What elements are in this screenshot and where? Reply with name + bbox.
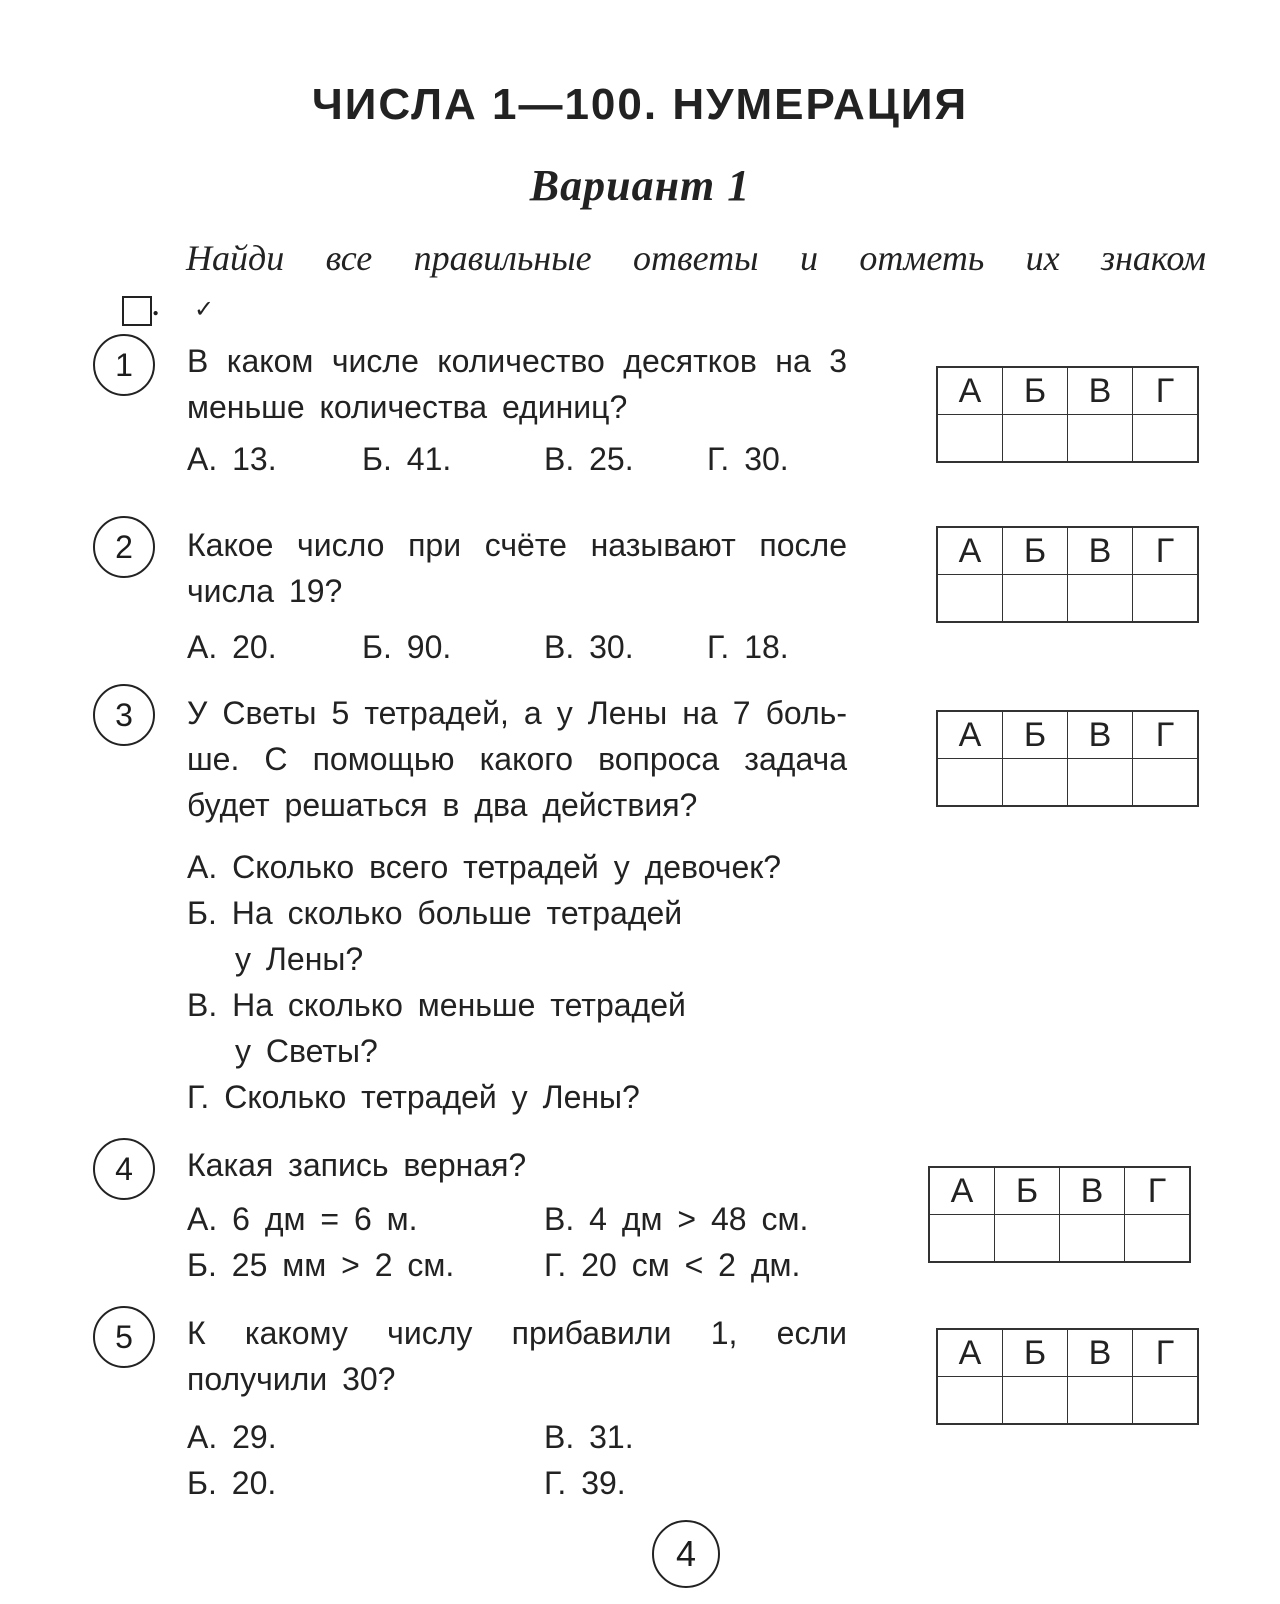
grid-letter-v: В	[1068, 367, 1133, 415]
option-letter: В.	[187, 987, 218, 1023]
q5-option-v[interactable]: В. 31.	[544, 1419, 634, 1455]
grid-letter-v: В	[1068, 1329, 1133, 1377]
q2-option-b[interactable]: Б. 90.	[362, 629, 452, 665]
page-title: ЧИСЛА 1—100. НУМЕРАЦИЯ	[311, 80, 969, 129]
question-3-text: У Светы 5 тетрадей, а у Лены на 7 больше. С помощью какого вопроса задача будет решаться в два действия?	[187, 695, 847, 823]
answer-box-v[interactable]	[1068, 575, 1133, 623]
q1-option-a[interactable]: А. 13.	[187, 441, 277, 477]
q2-option-a[interactable]: А. 20.	[187, 629, 277, 665]
grid-letter-b: Б	[995, 1167, 1060, 1215]
answer-box-a[interactable]	[937, 575, 1003, 623]
q1-answer-grid	[936, 366, 1199, 463]
answer-box-b[interactable]	[1003, 1377, 1068, 1425]
question-number-4: 4	[93, 1138, 155, 1200]
option-letter: А.	[187, 849, 218, 885]
answer-box-b[interactable]	[1003, 759, 1068, 807]
answer-box-g[interactable]	[1133, 1377, 1199, 1425]
grid-letter-a: А	[937, 711, 1003, 759]
q4-option-a[interactable]: А. 6 дм = 6 м.	[187, 1201, 418, 1237]
option-text: Сколько всего тетрадей у девочек?	[232, 849, 782, 885]
instruction-body: Найди все правильные ответы и отметь их знаком	[186, 238, 1206, 278]
q2-answer-grid	[936, 526, 1199, 623]
q1-option-g[interactable]: Г. 30.	[707, 441, 789, 477]
grid-letter-b: Б	[1003, 1329, 1068, 1377]
answer-box-g[interactable]	[1133, 415, 1199, 463]
grid-letter-g: Г	[1133, 367, 1199, 415]
answer-box-b[interactable]	[1003, 575, 1068, 623]
q3-option-b[interactable]	[187, 890, 847, 982]
q2-option-g[interactable]: Г. 18.	[707, 629, 789, 665]
question-number-3: 3	[93, 684, 155, 746]
q5-option-g[interactable]: Г. 39.	[544, 1465, 626, 1501]
q4-answer-grid	[928, 1166, 1191, 1263]
grid-letter-b: Б	[1003, 711, 1068, 759]
answer-box-b[interactable]	[1003, 415, 1068, 463]
option-letter: Б.	[187, 895, 217, 931]
question-number-2: 2	[93, 516, 155, 578]
grid-letter-g: Г	[1133, 711, 1199, 759]
question-number-5: 5	[93, 1306, 155, 1368]
answer-box-v[interactable]	[1068, 1377, 1133, 1425]
q1-option-b[interactable]: Б. 41.	[362, 441, 452, 477]
grid-letter-v: В	[1068, 527, 1133, 575]
grid-letter-g: Г	[1133, 1329, 1199, 1377]
question-1-text: В каком числе количество десятков на 3 меньше количества единиц?	[187, 343, 847, 425]
instruction-text	[116, 236, 1206, 326]
question-number-1: 1	[93, 334, 155, 396]
q4-option-b[interactable]: Б. 25 мм > 2 см.	[187, 1247, 455, 1283]
grid-letter-a: А	[937, 1329, 1003, 1377]
grid-letter-a: А	[929, 1167, 995, 1215]
q3-option-g[interactable]	[187, 1074, 847, 1120]
question-4-text: Какая запись верная?	[187, 1147, 527, 1183]
variant-heading: Вариант 1	[529, 161, 751, 210]
answer-box-a[interactable]	[937, 759, 1003, 807]
answer-box-v[interactable]	[1068, 415, 1133, 463]
grid-letter-a: А	[937, 367, 1003, 415]
answer-box-v[interactable]	[1068, 759, 1133, 807]
answer-box-g[interactable]	[1133, 575, 1199, 623]
q3-answer-grid	[936, 710, 1199, 807]
grid-letter-v: В	[1068, 711, 1133, 759]
instruction-period: .	[152, 283, 161, 323]
q1-option-v[interactable]: В. 25.	[544, 441, 634, 477]
answer-box-a[interactable]	[937, 415, 1003, 463]
q5-option-a[interactable]: А. 29.	[187, 1419, 277, 1455]
grid-letter-b: Б	[1003, 367, 1068, 415]
answer-box-g[interactable]	[1125, 1215, 1191, 1263]
answer-box-a[interactable]	[937, 1377, 1003, 1425]
question-2-text: Какое число при счёте называют после числа 19?	[187, 527, 847, 609]
q5-answer-grid	[936, 1328, 1199, 1425]
option-text: Сколько тетрадей у Лены?	[224, 1079, 640, 1115]
grid-letter-a: А	[937, 527, 1003, 575]
answer-box-b[interactable]	[995, 1215, 1060, 1263]
option-text: На сколько больше тетрадей	[231, 895, 683, 931]
answer-box-g[interactable]	[1133, 759, 1199, 807]
q4-option-v[interactable]: В. 4 дм > 48 см.	[544, 1201, 809, 1237]
q4-option-g[interactable]: Г. 20 см < 2 дм.	[544, 1247, 801, 1283]
q2-option-v[interactable]: В. 30.	[544, 629, 634, 665]
option-letter: Г.	[187, 1079, 210, 1115]
answer-box-v[interactable]	[1060, 1215, 1125, 1263]
grid-letter-g: Г	[1133, 527, 1199, 575]
q3-option-v[interactable]	[187, 982, 847, 1074]
grid-letter-v: В	[1060, 1167, 1125, 1215]
q5-option-b[interactable]: Б. 20.	[187, 1465, 277, 1501]
option-text-cont: у Светы?	[235, 1033, 378, 1069]
option-text-cont: у Лены?	[235, 941, 364, 977]
answer-box-a[interactable]	[929, 1215, 995, 1263]
grid-letter-g: Г	[1125, 1167, 1191, 1215]
page-number: 4	[652, 1520, 720, 1588]
q3-option-a[interactable]	[187, 844, 847, 890]
question-5-text: К какому числу прибавили 1, если получили 30?	[187, 1315, 847, 1397]
grid-letter-b: Б	[1003, 527, 1068, 575]
checkbox-check-icon: ✓	[122, 296, 152, 326]
option-text: На сколько меньше тетрадей	[232, 987, 686, 1023]
